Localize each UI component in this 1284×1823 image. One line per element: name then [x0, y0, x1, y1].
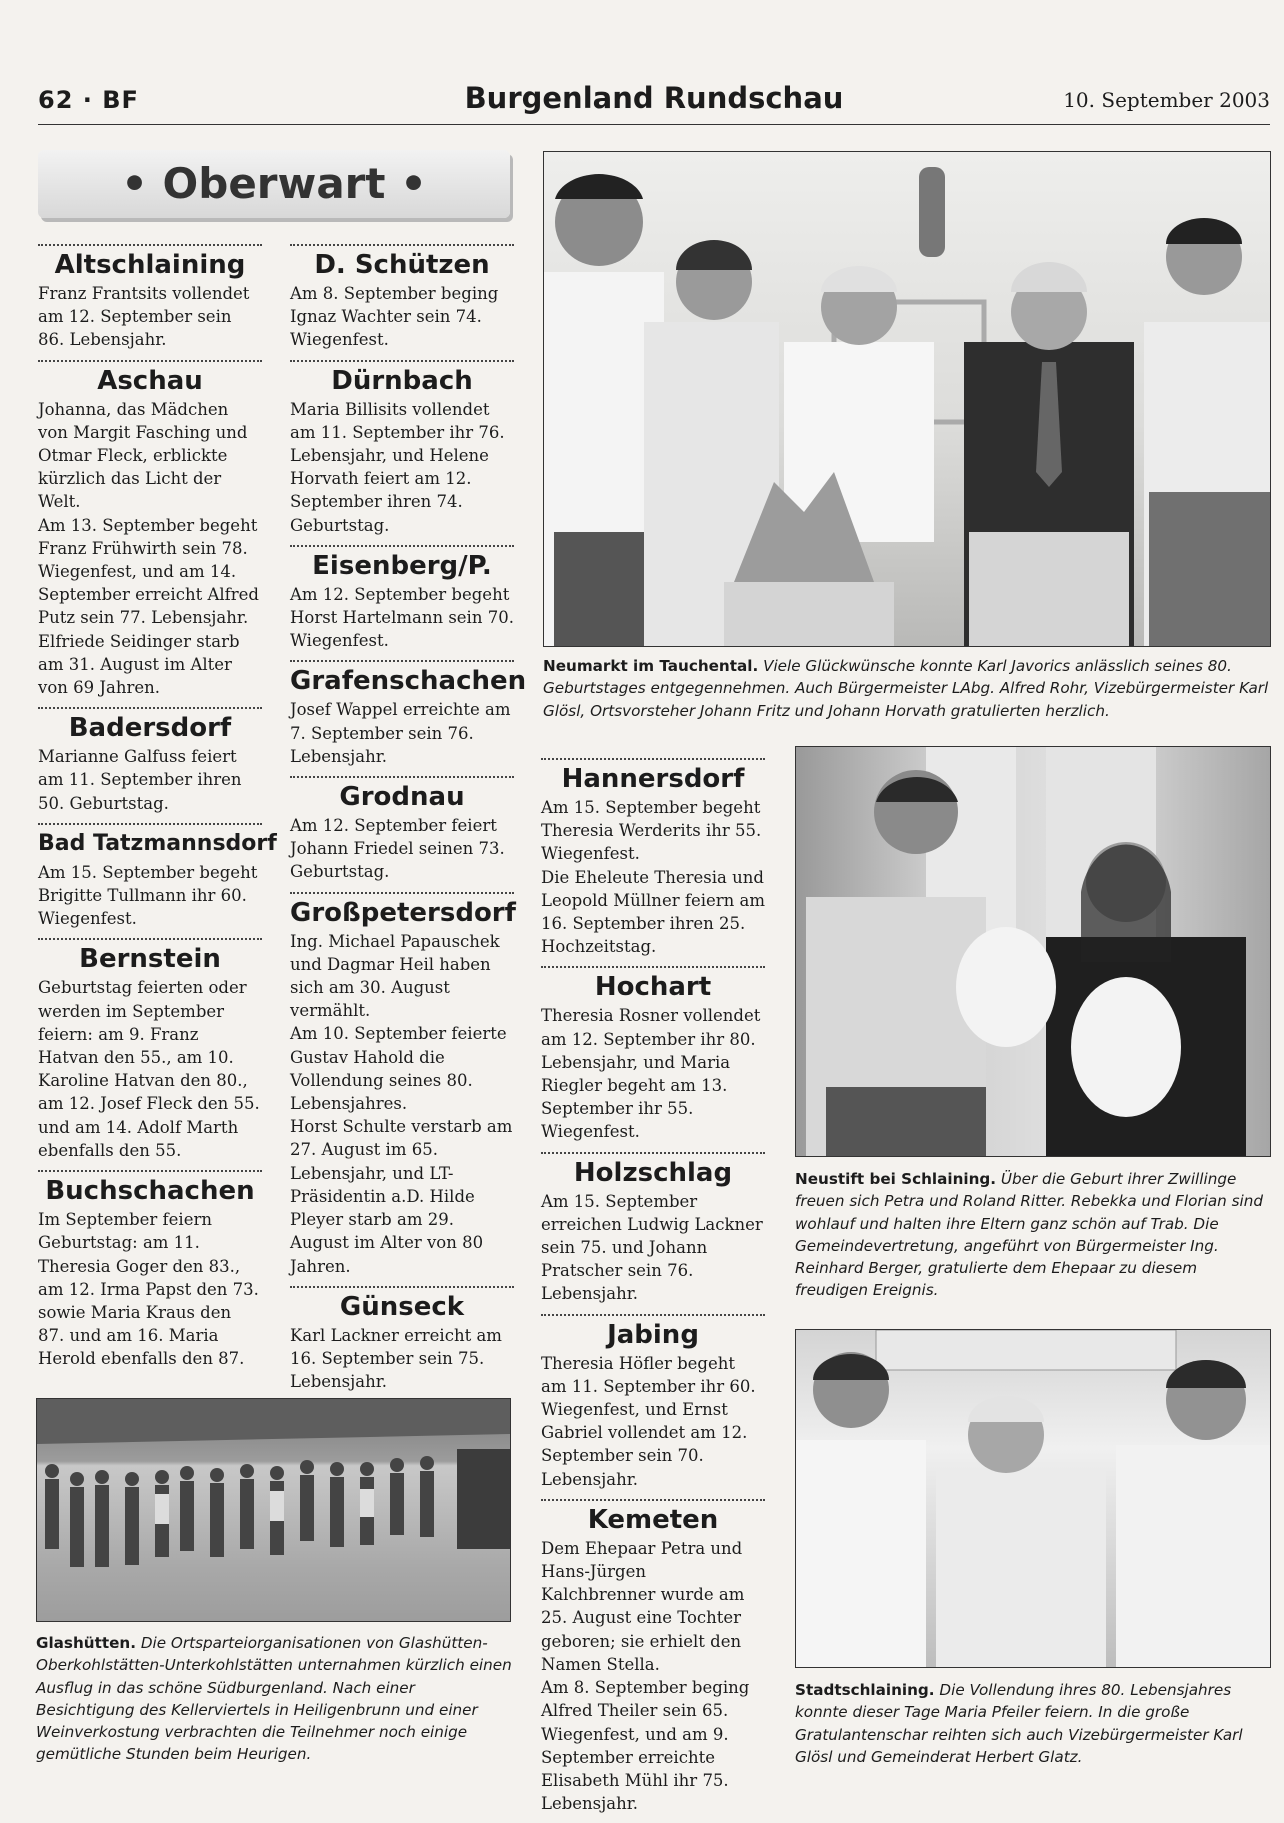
entry-title: Holzschlag: [573, 1157, 733, 1188]
entry-guenseck: [290, 1286, 514, 1394]
caption-place: Neustift bei Schlaining.: [795, 1170, 997, 1188]
entry-text: Im September feiern Geburtstag: am 11. Theresia Goger den 83., am 12. Irma Papst den 73. sowie Maria Kraus den 87. und am 16. Maria Herold ebenfalls den 87.: [38, 1210, 259, 1369]
photo-neustift-figures: [796, 747, 1270, 1156]
entry-text: Ing. Michael Papauschek und Dagmar Heil haben sich am 30. August vermählt.: [290, 931, 500, 1021]
page-number: 62 · BF: [38, 86, 139, 114]
caption-place: Neumarkt im Tauchental.: [543, 657, 759, 675]
caption-neumarkt: [543, 655, 1273, 722]
entry-text: Am 15. September begeht Theresia Werderits ihr 55. Wiegenfest.: [541, 798, 762, 864]
entry-d-schuetzen: [290, 244, 514, 352]
entry-text: Am 12. September feiert Johann Friedel seinen 73. Geburtstag.: [290, 816, 505, 882]
entry-title: D. Schützen: [314, 250, 490, 280]
entry-grodnau: [290, 776, 514, 884]
entry-title: Buchschachen: [45, 1176, 255, 1207]
column-1: [38, 244, 277, 1379]
column-2: [290, 244, 527, 1401]
caption-text: Über die Geburt ihrer Zwillinge freuen sich Petra und Roland Ritter. Rebekka und Florian sind wohlauf und halten ihre Eltern ganz schön auf Trab. Die Gemeindevertretung, angeführt von Bürgermeister Ing. Reinhard Berger, gratulierte dem Ehepaar zu diesem freudigen Ereignis.: [795, 1170, 1264, 1300]
caption-glashuetten: [36, 1632, 514, 1766]
entry-eisenberg: [290, 545, 514, 653]
photo-glashuetten: [36, 1398, 511, 1622]
entry-title: Badersdorf: [68, 713, 232, 744]
entry-hochart: [541, 966, 765, 1143]
entry-buchschachen: [38, 1170, 262, 1370]
entry-text: Am 13. September begeht Franz Frühwirth sein 78. Wiegenfest, und am 14. September erreicht Alfred Putz sein 77. Lebensjahr. Elfriede Seidinger starb am 31. August im Alter von 69 Jahren.: [38, 515, 259, 698]
photo-neumarkt: [543, 151, 1271, 647]
entry-text: Am 12. September begeht Horst Hartelmann sein 70. Wiegenfest.: [290, 584, 514, 651]
entry-bernstein: [38, 938, 262, 1162]
entry-hannersdorf: [541, 758, 765, 958]
caption-place: Stadtschlaining.: [795, 1681, 935, 1699]
entry-title: Hannersdorf: [561, 764, 745, 794]
entry-text: Josef Wappel erreichte am 7. September sein 76. Lebensjahr.: [290, 700, 511, 766]
entry-text: Am 15. September erreichen Ludwig Lackner sein 75. und Johann Pratscher sein 76. Lebensjahr.: [541, 1191, 763, 1304]
photo-glashuetten-figures: [37, 1399, 510, 1621]
caption-neustift: [795, 1168, 1273, 1302]
entry-text: Theresia Höfler begeht am 11. September ihr 60. Wiegenfest, und Ernst Gabriel vollendet am 12. September sein 70. Lebensjahr.: [541, 1353, 756, 1489]
entry-title: Grodnau: [339, 782, 465, 813]
entry-grosspetersdorf: [290, 892, 514, 1278]
photo-stadtschlaining: [795, 1329, 1271, 1668]
entry-grafenschachen: [290, 660, 527, 768]
entry-text: Am 8. September beging Alfred Theiler sein 65. Wiegenfest, und am 9. September erreichte Elisabeth Mühl ihr 75. Lebensjahr.: [541, 1678, 750, 1814]
entry-text: Marianne Galfuss feiert am 11. September ihren 50. Geburtstag.: [38, 747, 242, 813]
entry-text: Maria Billisits vollendet am 11. September ihr 76. Lebensjahr, und Helene Horvath feiert am 12. September ihren 74. Geburtstag.: [290, 399, 505, 535]
entry-title: Dürnbach: [331, 365, 473, 396]
column-3: [541, 758, 765, 1823]
entry-title: Grafenschachen: [290, 666, 527, 697]
entry-text: Horst Schulte verstarb am 27. August im 65. Lebensjahr, und LT-Präsidentin a.D. Hilde Pleyer starb am 29. August im Alter von 80 Jahren.: [290, 1117, 513, 1276]
entry-title: Jabing: [607, 1319, 699, 1350]
entry-text: Franz Frantsits vollendet am 12. September sein 86. Lebensjahr.: [38, 284, 250, 350]
entry-title: Günseck: [339, 1291, 465, 1322]
caption-text: Die Vollendung ihres 80. Lebensjahres konnte dieser Tage Maria Pfeiler feiern. In die große Gratulantenschar reihten sich auch Vizebürgermeister Karl Glösl und Gemeinderat Herbert Glatz.: [795, 1681, 1243, 1766]
entry-title: Bad Tatzmannsdorf: [38, 830, 277, 856]
masthead: Burgenland Rundschau: [464, 81, 844, 115]
entry-title: Aschau: [97, 365, 203, 396]
entry-holzschlag: [541, 1152, 765, 1306]
entry-title: Großpetersdorf: [290, 897, 516, 928]
photo-neumarkt-figures: [544, 152, 1270, 646]
caption-place: Glashütten.: [36, 1634, 136, 1652]
entry-text: Am 8. September beging Ignaz Wachter sein 74. Wiegenfest.: [290, 284, 499, 350]
entry-text: Geburtstag feierten oder werden im September feiern: am 9. Franz Hatvan den 55., am 10. Karoline Hatvan den 80., am 12. Josef Fleck den 55. und am 14. Adolf Marth ebenfalls den 55.: [38, 978, 260, 1160]
entry-altschlaining: [38, 244, 262, 352]
entry-bad-tatzmannsdorf: [38, 823, 277, 931]
entry-text: Karl Lackner erreicht am 16. September sein 75. Lebensjahr.: [290, 1325, 502, 1392]
photo-neustift: [795, 746, 1271, 1157]
caption-text: Die Ortsparteiorganisationen von Glashütten-Oberkohlstätten-Unterkohlstätten unternahmen kürzlich einen Ausflug in das schöne Südburgenland. Nach einer Besichtigung des Kellerviertels in Heiligenbrunn und einer Weinverkostung verbrachten die Teilnehmer noch einige gemütliche Stunden beim Heurigen.: [36, 1634, 512, 1764]
entry-kemeten: [541, 1499, 765, 1815]
entry-text: Theresia Rosner vollendet am 12. September ihr 80. Lebensjahr, und Maria Riegler begeht am 13. September ihr 55. Wiegenfest.: [541, 1006, 761, 1142]
entry-title: Bernstein: [79, 944, 221, 975]
entry-title: Kemeten: [587, 1504, 719, 1535]
entry-jabing: [541, 1314, 765, 1491]
entry-badersdorf: [38, 707, 262, 815]
entry-duernbach: [290, 360, 514, 537]
entry-text: Dem Ehepaar Petra und Hans-Jürgen Kalchbrenner wurde am 25. August eine Tochter geboren; sie erhielt den Namen Stella.: [541, 1538, 745, 1674]
section-banner: • Oberwart •: [38, 150, 510, 218]
photo-stadtschlaining-figures: [796, 1330, 1270, 1667]
entry-title: Eisenberg/P.: [312, 550, 492, 581]
caption-stadtschlaining: [795, 1679, 1273, 1768]
publication-date: 10. September 2003: [1063, 88, 1270, 112]
entry-text: Am 15. September begeht Brigitte Tullmann ihr 60. Wiegenfest.: [38, 862, 258, 929]
entry-text: Am 10. September feierte Gustav Hahold die Vollendung seines 80. Lebensjahres.: [290, 1024, 507, 1114]
entry-title: Hochart: [594, 972, 712, 1003]
entry-aschau: [38, 360, 262, 700]
entry-text: Die Eheleute Theresia und Leopold Müllner feiern am 16. September ihren 25. Hochzeitstag.: [541, 867, 765, 957]
entry-title: Altschlaining: [54, 250, 246, 280]
caption-text: Viele Glückwünsche konnte Karl Javorics anlässlich seines 80. Geburtstages entgegennehmen. Auch Bürgermeister LAbg. Alfred Rohr, Vizebürgermeister Karl Glösl, Ortsvorsteher Johann Fritz und Johann Horvath gratulierten herzlich.: [543, 657, 1269, 720]
entry-text: Johanna, das Mädchen von Margit Fasching und Otmar Fleck, erblickte kürzlich das Licht der Welt.: [38, 399, 248, 512]
page-header: [38, 78, 1270, 125]
